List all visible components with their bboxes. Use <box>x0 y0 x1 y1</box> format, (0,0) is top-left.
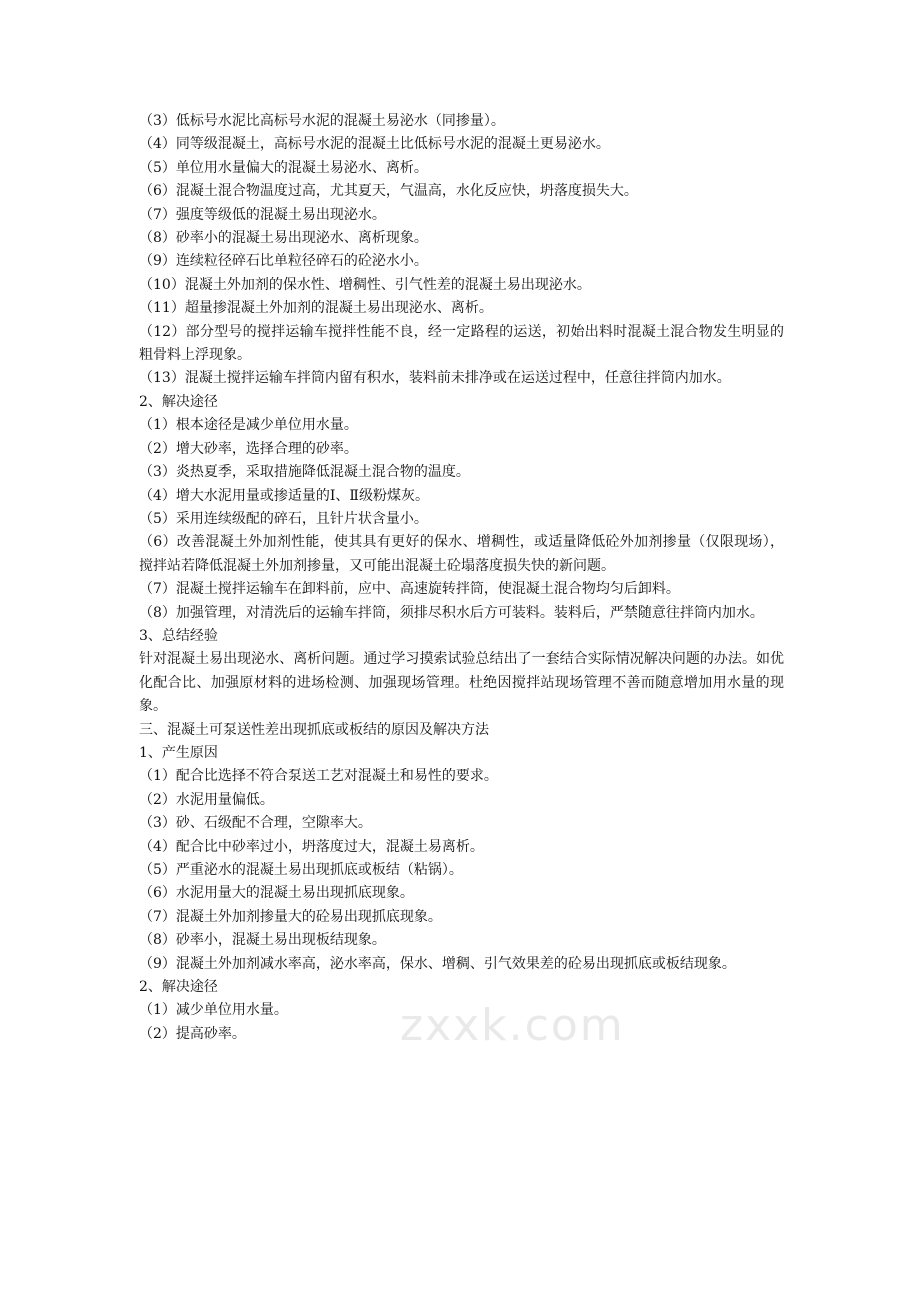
text-line: （11）超量掺混凝土外加剂的混凝土易出现泌水、离析。 <box>139 300 493 317</box>
section-heading: 1、产生原因 <box>139 744 218 761</box>
text-line: （6）混凝土混合物温度过高，尤其夏天，气温高，水化反应快，坍落度损失大。 <box>139 183 638 200</box>
text-line: （1）减少单位用水量。 <box>139 1002 288 1019</box>
text-line: （8）砂率小，混凝土易出现板结现象。 <box>139 932 386 949</box>
text-line: （3）低标号水泥比高标号水泥的混凝土易泌水（同掺量）。 <box>139 113 505 129</box>
text-line: 针对混凝土易出现泌水、离析问题。通过学习摸索试验总结出了一套结合实际情况解决问题的办法。如优化配合比、加强原材料的进场检测、加强现场管理。杜绝因搅拌站现场管理不善而随意增加用水量的现象。 <box>139 651 784 715</box>
text-line: （5）严重泌水的混凝土易出现抓底或板结（粘锅）。 <box>139 862 463 878</box>
text-line: （3）炎热夏季，采取措施降低混凝土混合物的温度。 <box>139 464 470 481</box>
text-line: （1）根本途径是减少单位用水量。 <box>139 417 358 434</box>
document-body <box>139 110 784 1046</box>
text-line: （9）混凝土外加剂减水率高，泌水率高，保水、增稠、引气效果差的砼易出现抓底或板结现象。 <box>139 955 736 972</box>
text-line: （2）提高砂率。 <box>139 1025 246 1042</box>
watermark: zxxk.com <box>400 1000 625 1051</box>
chapter-heading: 三、混凝土可泵送性差出现抓底或板结的原因及解决方法 <box>139 721 489 738</box>
text-line: （8）加强管理，对清洗后的运输车拌筒，须排尽积水后方可装料。装料后，严禁随意往拌筒内加水。 <box>139 604 764 621</box>
text-line: （2）水泥用量偏低。 <box>139 791 274 808</box>
text-line: （12）部分型号的搅拌运输车搅拌性能不良，经一定路程的运送，初始出料时混凝土混合物发生明显的粗骨料上浮现象。 <box>139 323 784 364</box>
section-heading: 3、总结经验 <box>139 627 218 644</box>
text-line: （8）砂率小的混凝土易出现泌水、离析现象。 <box>139 230 428 247</box>
text-line: （7）混凝土搅拌运输车在卸料前，应中、高速旋转拌筒，使混凝土混合物均匀后卸料。 <box>139 581 680 598</box>
text-line: （3）砂、石级配不合理，空隙率大。 <box>139 815 372 832</box>
text-line: （4）配合比中砂率过小，坍落度过大，混凝土易离析。 <box>139 838 484 855</box>
text-line: （7）混凝土外加剂掺量大的砼易出现抓底现象。 <box>139 908 442 925</box>
section-heading: 2、解决途径 <box>139 979 218 996</box>
text-line: （6）水泥用量大的混凝土易出现抓底现象。 <box>139 885 414 902</box>
text-line: （5）采用连续级配的碎石，且针片状含量小。 <box>139 510 428 527</box>
section-heading: 2、解决途径 <box>139 393 218 410</box>
text-line: （5）单位用水量偏大的混凝土易泌水、离析。 <box>139 159 428 176</box>
text-line: （2）增大砂率，选择合理的砂率。 <box>139 440 358 457</box>
text-line: （10）混凝土外加剂的保水性、增稠性、引气性差的混凝土易出现泌水。 <box>139 276 591 293</box>
text-line: （9）连续粒径碎石比单粒径碎石的砼泌水小。 <box>139 253 428 270</box>
text-line: （1）配合比选择不符合泵送工艺对混凝土和易性的要求。 <box>139 768 498 785</box>
text-line: （7）强度等级低的混凝土易出现泌水。 <box>139 206 386 223</box>
text-line: （6）改善混凝土外加剂性能，使其具有更好的保水、增稠性，或适量降低砼外加剂掺量（仅限现场），搅拌站若降低混凝土外加剂掺量，又可能出混凝土砼塌落度损失快的新问题。 <box>139 534 784 574</box>
text-line: （4）同等级混凝土，高标号水泥的混凝土比低标号水泥的混凝土更易泌水。 <box>139 136 610 153</box>
text-line: （13）混凝土搅拌运输车拌筒内留有积水，装料前未排净或在运送过程中，任意往拌筒内加水。 <box>139 370 731 387</box>
text-line: （4）增大水泥用量或掺适量的Ⅰ、Ⅱ级粉煤灰。 <box>139 487 429 504</box>
